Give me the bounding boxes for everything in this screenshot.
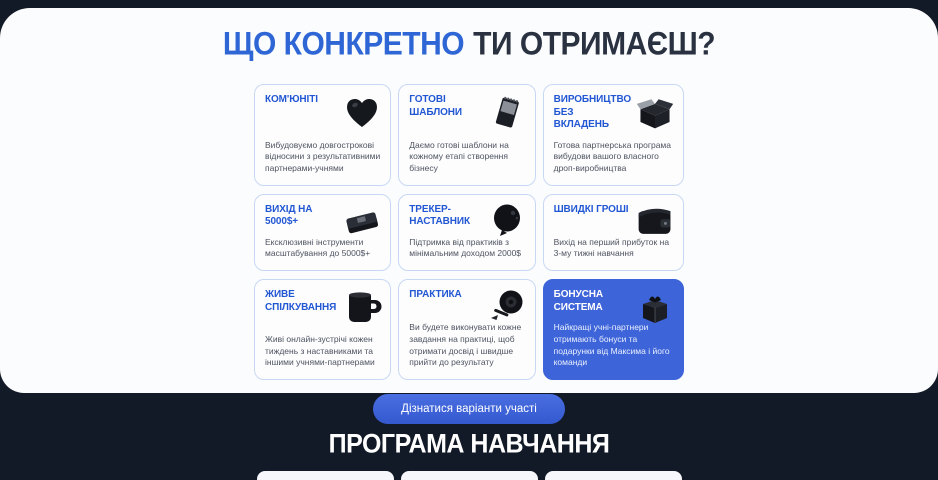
card-title: ВИРОБНИЦТВО БЕЗ ВКЛАДЕНЬ [553, 94, 631, 130]
page-title-rest: ТИ ОТРИМАЄШ? [473, 26, 716, 63]
benefit-card-mentor [398, 194, 535, 271]
program-card-preview [257, 471, 394, 480]
benefits-grid [254, 84, 684, 380]
card-description: Готова партнерська програма вибудови вашого власного дроп-виробництва [553, 139, 671, 173]
page-title-accent: ЩО КОНКРЕТНО [222, 26, 465, 63]
gift-icon [635, 287, 675, 327]
benefit-card-production [543, 84, 684, 186]
card-description: Найкращі учні-партнери отримають бонуси та подарунки від Максима і його команди [553, 322, 670, 368]
card-stack-icon [342, 202, 382, 242]
card-description: Ексклюзивні інструменти масштабування до 5000$+ [265, 236, 371, 259]
balloon-icon [487, 202, 527, 242]
benefit-card-fast-money [543, 194, 684, 271]
program-card-preview [401, 471, 538, 480]
card-title: КОМ'ЮНІТІ [265, 94, 318, 105]
benefit-card-live-communication [254, 279, 391, 380]
card-description: Вихід на перший прибуток на 3-му тижні навчання [553, 236, 670, 259]
mug-icon [342, 287, 382, 327]
benefit-card-bonus-system [543, 279, 684, 380]
benefits-panel [0, 8, 938, 415]
card-title: ВИХІД НА 5000$+ [265, 203, 313, 228]
heart-icon [342, 92, 382, 132]
learn-options-button[interactable]: Дізнатися варіанти участі [373, 394, 565, 424]
program-section [0, 393, 938, 480]
card-title: ШВИДКІ ГРОШІ [553, 203, 629, 215]
notepad-icon [487, 92, 527, 132]
benefit-card-templates [398, 84, 535, 186]
program-card-preview [545, 471, 682, 480]
card-title: ПРАКТИКА [409, 289, 462, 301]
card-description: Ви будете виконувати кожне завдання на практиці, щоб отримати досвід і швидше прийти до результату [409, 322, 522, 368]
program-section-title: ПРОГРАМА НАВЧАННЯ [328, 428, 610, 460]
card-description: Підтримка від практиків з мінімальним доходом 2000$ [409, 236, 522, 259]
open-box-icon [635, 92, 675, 132]
card-description: Живі онлайн-зустрічі кожен тиждень з наставниками та іншими учнями-партнерами [265, 333, 375, 368]
program-cards-row [0, 471, 938, 480]
card-title: ГОТОВІ ШАБЛОНИ [409, 94, 463, 118]
wallet-icon [635, 202, 675, 242]
page-title [0, 8, 938, 63]
card-title: ЖИВЕ СПІЛКУВАННЯ [265, 289, 337, 313]
card-description: Вибудовуємо довгострокові відносини з результативними партнерами-учнями [265, 139, 381, 173]
card-title: БОНУСНА СИСТЕМА [553, 289, 603, 313]
benefit-card-scaling [254, 194, 391, 271]
card-description: Даємо готові шаблони на кожному етапі створення бізнесу [409, 139, 509, 173]
benefit-card-community [254, 84, 391, 186]
benefit-card-practice [398, 279, 535, 380]
dart-target-icon [487, 287, 527, 327]
card-title: ТРЕКЕР-НАСТАВНИК [409, 203, 470, 228]
